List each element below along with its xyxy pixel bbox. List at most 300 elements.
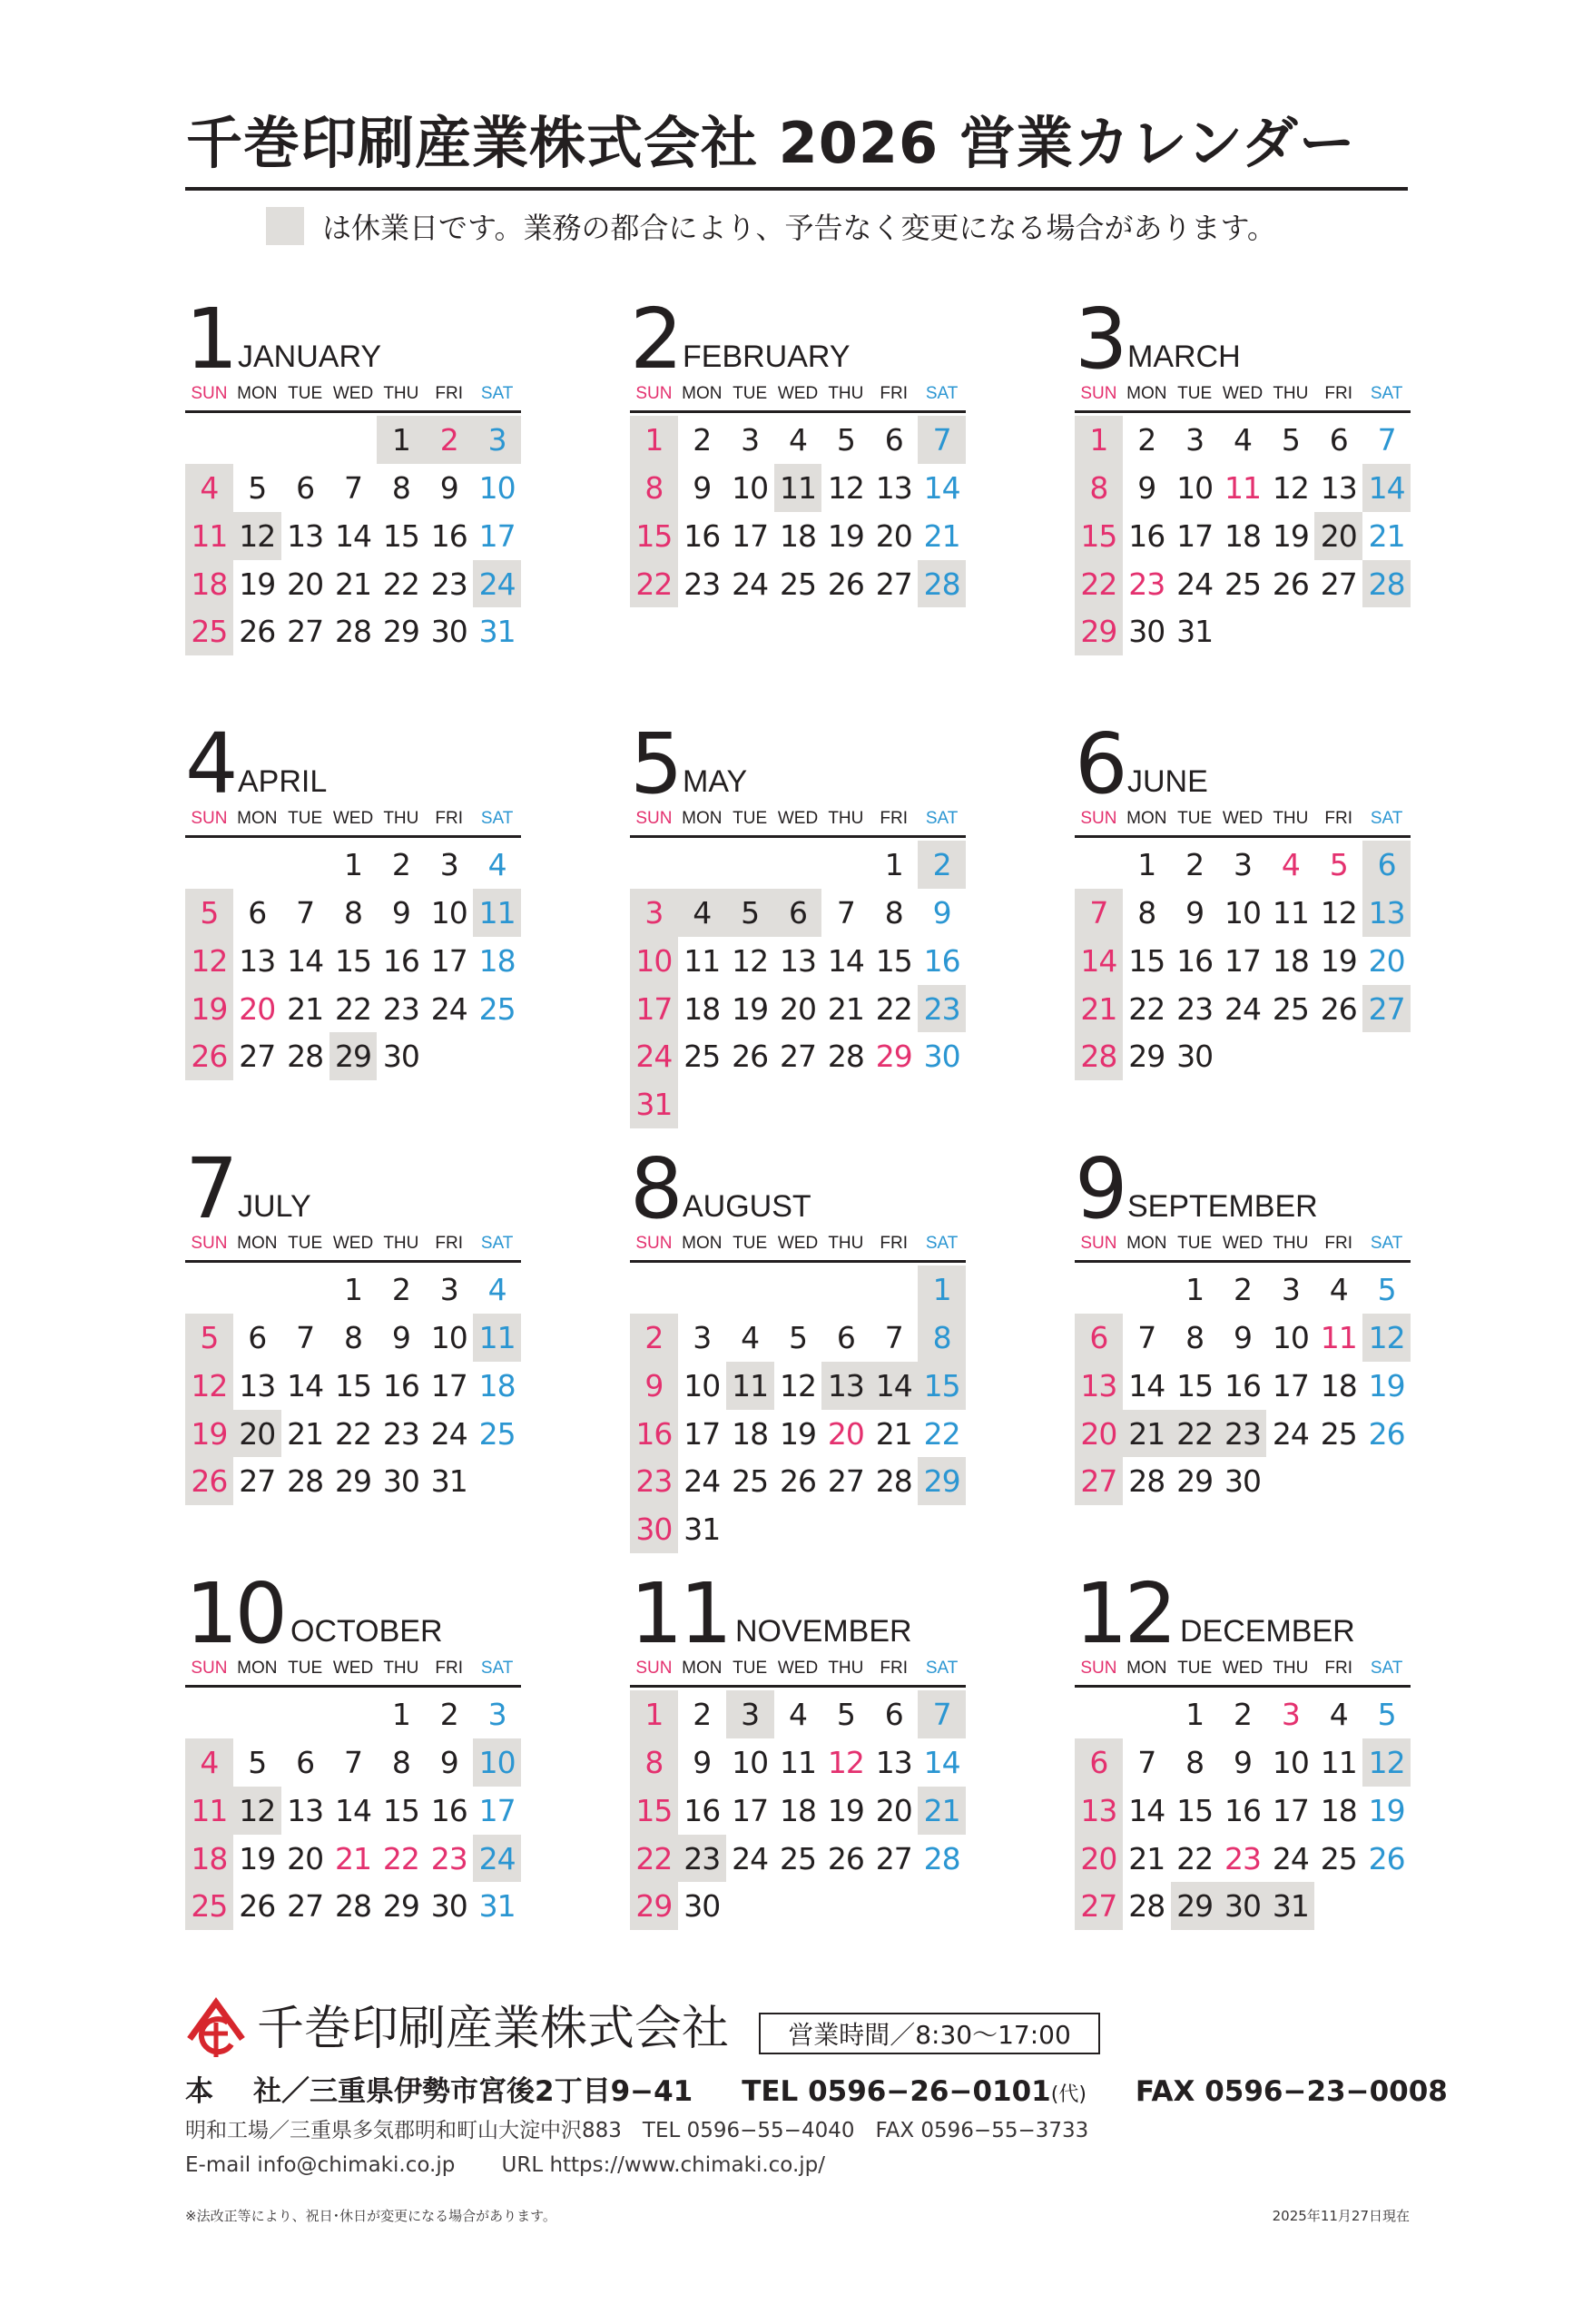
holiday-day-cell: 11 xyxy=(473,1314,521,1362)
weekday-label: MON xyxy=(237,1234,278,1253)
day-cell: 5 xyxy=(1329,846,1348,882)
weekday-label: THU xyxy=(1273,1659,1309,1678)
day-cell: 10 xyxy=(1272,1319,1309,1355)
empty-cell xyxy=(630,841,678,889)
day-cell: 24 xyxy=(732,1840,769,1876)
holiday-day-cell: 20 xyxy=(1075,1835,1123,1883)
holiday-day-cell: 23 xyxy=(630,1457,678,1505)
day-grid xyxy=(630,1265,966,1553)
day-cell: 5 xyxy=(248,1744,267,1780)
day-cell: 24 xyxy=(1272,1415,1309,1452)
day-cell: 13 xyxy=(239,1367,276,1403)
weekday-label: SAT xyxy=(925,809,959,828)
day-cell: 5 xyxy=(1281,421,1300,458)
day-cell: 18 xyxy=(683,990,721,1027)
day-cell: 4 xyxy=(1329,1271,1348,1307)
weekday-header xyxy=(185,378,521,413)
month-number: 1 xyxy=(185,290,235,388)
weekday-label: THU xyxy=(383,384,419,403)
day-cell: 24 xyxy=(1224,990,1261,1027)
weekday-label: TUE xyxy=(733,809,768,828)
day-cell: 20 xyxy=(875,517,912,554)
day-cell: 8 xyxy=(344,1319,362,1355)
holiday-day-cell: 28 xyxy=(1075,1032,1123,1080)
holiday-day-cell: 11 xyxy=(726,1362,774,1410)
weekday-label: WED xyxy=(777,384,819,403)
month-name: SEPTEMBER xyxy=(1127,1189,1318,1224)
day-cell: 17 xyxy=(1176,517,1214,554)
holiday-day-cell: 27 xyxy=(1362,985,1411,1033)
day-cell: 14 xyxy=(335,517,371,554)
weekday-label: THU xyxy=(383,809,419,828)
day-cell: 26 xyxy=(1368,1840,1405,1876)
day-cell: 15 xyxy=(335,942,371,979)
weekday-label: SUN xyxy=(635,384,673,403)
month-number: 3 xyxy=(1075,290,1125,388)
day-cell: 8 xyxy=(884,894,903,931)
day-cell: 28 xyxy=(923,1840,960,1876)
day-grid xyxy=(185,1265,521,1505)
day-cell: 6 xyxy=(296,1744,315,1780)
legend-text: は休業日です。業務の都合により、予告なく変更になる場合があります。 xyxy=(322,211,1276,245)
day-cell: 7 xyxy=(884,1319,903,1355)
weekday-header xyxy=(185,1227,521,1263)
day-grid xyxy=(185,416,521,655)
day-cell: 30 xyxy=(430,1888,467,1925)
day-cell: 22 xyxy=(875,990,912,1027)
weekday-label: WED xyxy=(1222,1234,1264,1253)
day-cell: 15 xyxy=(875,942,912,979)
day-cell: 12 xyxy=(1320,894,1357,931)
day-cell: 27 xyxy=(287,1888,324,1925)
weekday-label: SUN xyxy=(635,1234,673,1253)
holiday-day-cell: 16 xyxy=(630,1410,678,1458)
empty-cell xyxy=(774,841,822,889)
day-cell: 9 xyxy=(1137,469,1156,506)
day-cell: 3 xyxy=(741,421,760,458)
day-cell: 24 xyxy=(430,1415,467,1452)
url-link[interactable]: URL https://www.chimaki.co.jp/ xyxy=(501,2153,826,2177)
day-cell: 21 xyxy=(875,1415,912,1452)
weekday-label: THU xyxy=(828,809,864,828)
weekday-label: SUN xyxy=(191,1234,228,1253)
day-cell: 14 xyxy=(827,942,864,979)
day-cell: 16 xyxy=(1224,1367,1261,1403)
day-cell: 14 xyxy=(923,1744,960,1780)
day-cell: 7 xyxy=(1377,421,1396,458)
day-cell: 28 xyxy=(287,1039,324,1075)
weekday-label: FRI xyxy=(1324,1234,1353,1253)
day-cell: 1 xyxy=(1137,846,1156,882)
day-cell: 22 xyxy=(382,566,419,602)
holiday-day-cell: 29 xyxy=(1171,1882,1219,1930)
day-cell: 24 xyxy=(1176,566,1214,602)
day-cell: 25 xyxy=(732,1463,769,1500)
empty-cell xyxy=(774,1265,822,1314)
day-cell: 8 xyxy=(344,894,362,931)
day-cell: 21 xyxy=(1128,1840,1165,1876)
weekday-label: SAT xyxy=(480,809,514,828)
day-cell: 23 xyxy=(683,566,721,602)
day-cell: 3 xyxy=(487,1696,506,1732)
month-number: 5 xyxy=(630,715,680,812)
day-cell: 27 xyxy=(1320,566,1357,602)
month-number: 7 xyxy=(185,1140,235,1237)
holiday-day-cell: 8 xyxy=(918,1314,966,1362)
empty-cell xyxy=(233,1265,281,1314)
day-cell: 17 xyxy=(430,1367,467,1403)
holiday-day-cell: 5 xyxy=(185,1314,233,1362)
day-cell: 8 xyxy=(391,1744,410,1780)
day-cell: 28 xyxy=(335,614,371,650)
day-cell: 10 xyxy=(1224,894,1261,931)
day-cell: 26 xyxy=(780,1463,816,1500)
holiday-day-cell: 7 xyxy=(1075,889,1123,937)
holiday-day-cell: 20 xyxy=(233,1410,281,1458)
day-cell: 12 xyxy=(732,942,769,979)
weekday-label: TUE xyxy=(288,1659,323,1678)
day-cell: 3 xyxy=(439,846,458,882)
chimaki-logo-icon xyxy=(184,1997,248,2061)
day-cell: 19 xyxy=(1368,1792,1405,1828)
weekday-label: MON xyxy=(237,809,278,828)
weekday-label: TUE xyxy=(288,809,323,828)
month-name: NOVEMBER xyxy=(735,1614,912,1649)
day-grid xyxy=(1075,1690,1411,1930)
day-cell: 26 xyxy=(732,1039,769,1075)
day-cell: 26 xyxy=(827,1840,864,1876)
empty-cell xyxy=(185,841,233,889)
day-cell: 2 xyxy=(1234,1271,1252,1307)
weekday-label: FRI xyxy=(880,809,909,828)
hq-fax: FAX 0596−23−0008 xyxy=(1135,2075,1448,2108)
weekday-label: SUN xyxy=(191,809,228,828)
weekday-label: WED xyxy=(332,1234,374,1253)
day-cell: 6 xyxy=(248,894,267,931)
day-cell: 4 xyxy=(487,1271,506,1307)
day-cell: 23 xyxy=(1176,990,1214,1027)
day-cell: 23 xyxy=(1224,1840,1261,1876)
day-cell: 31 xyxy=(478,1888,516,1925)
hq-address: 社／三重県伊勢市宮後2丁目9−41 xyxy=(253,2075,693,2108)
day-cell: 16 xyxy=(382,1367,419,1403)
empty-cell xyxy=(185,1690,233,1738)
holiday-day-cell: 4 xyxy=(185,1738,233,1787)
hq-tel: TEL 0596−26−0101 xyxy=(742,2075,1051,2108)
day-cell: 3 xyxy=(1281,1271,1300,1307)
holiday-day-cell: 14 xyxy=(1075,937,1123,985)
day-cell: 20 xyxy=(827,1415,864,1452)
empty-cell xyxy=(821,1265,870,1314)
day-cell: 14 xyxy=(923,469,960,506)
day-cell: 26 xyxy=(827,566,864,602)
holiday-day-cell: 8 xyxy=(630,1738,678,1787)
weekday-label: WED xyxy=(332,384,374,403)
day-cell: 14 xyxy=(1128,1367,1165,1403)
factory-info: 明和工場／三重県多気郡明和町山大淀中沢883 TEL 0596−55−4040 FAX 0596−55−3733 xyxy=(185,2119,1089,2142)
day-cell: 27 xyxy=(780,1039,816,1075)
day-cell: 7 xyxy=(344,1744,362,1780)
weekday-label: MON xyxy=(682,809,723,828)
day-cell: 17 xyxy=(732,1792,769,1828)
day-cell: 24 xyxy=(430,990,467,1027)
day-cell: 1 xyxy=(344,1271,362,1307)
day-cell: 18 xyxy=(732,1415,769,1452)
day-cell: 20 xyxy=(287,1840,324,1876)
month-number: 9 xyxy=(1075,1140,1125,1237)
day-cell: 30 xyxy=(683,1888,721,1925)
weekday-label: SUN xyxy=(1080,384,1117,403)
empty-cell xyxy=(678,1265,726,1314)
holiday-day-cell: 3 xyxy=(630,889,678,937)
day-cell: 27 xyxy=(875,566,912,602)
holiday-day-cell: 14 xyxy=(870,1362,918,1410)
day-cell: 25 xyxy=(1320,1840,1357,1876)
weekday-label: FRI xyxy=(880,1234,909,1253)
weekday-label: TUE xyxy=(733,1659,768,1678)
day-cell: 23 xyxy=(430,566,467,602)
day-cell: 4 xyxy=(741,1319,760,1355)
holiday-day-cell: 1 xyxy=(630,1690,678,1738)
day-grid xyxy=(1075,841,1411,1080)
weekday-label: FRI xyxy=(1324,1659,1353,1678)
holiday-day-cell: 13 xyxy=(1075,1787,1123,1835)
weekday-label: FRI xyxy=(435,1659,464,1678)
weekday-label: TUE xyxy=(1177,809,1213,828)
day-cell: 11 xyxy=(683,942,721,979)
holiday-day-cell: 1 xyxy=(377,416,425,464)
holiday-day-cell: 11 xyxy=(774,464,822,512)
holiday-day-cell: 10 xyxy=(473,1738,521,1787)
weekday-label: WED xyxy=(332,1659,374,1678)
holiday-day-cell: 26 xyxy=(185,1457,233,1505)
day-cell: 17 xyxy=(430,942,467,979)
holiday-day-cell: 29 xyxy=(918,1457,966,1505)
holiday-day-cell: 24 xyxy=(473,1835,521,1883)
day-cell: 3 xyxy=(1281,1696,1300,1732)
weekday-label: SUN xyxy=(1080,1659,1117,1678)
day-cell: 4 xyxy=(1281,846,1300,882)
day-cell: 9 xyxy=(932,894,951,931)
empty-cell xyxy=(281,841,329,889)
day-cell: 14 xyxy=(1128,1792,1165,1828)
day-cell: 15 xyxy=(1128,942,1165,979)
day-cell: 4 xyxy=(789,421,807,458)
holiday-swatch xyxy=(266,207,304,245)
weekday-label: WED xyxy=(777,1659,819,1678)
day-cell: 31 xyxy=(1176,614,1214,650)
empty-cell xyxy=(1075,841,1123,889)
weekday-label: MON xyxy=(237,1659,278,1678)
day-grid xyxy=(630,416,966,607)
day-cell: 22 xyxy=(382,1840,419,1876)
weekday-label: MON xyxy=(682,1234,723,1253)
empty-cell xyxy=(678,841,726,889)
month-march xyxy=(1075,290,1411,655)
day-cell: 11 xyxy=(1320,1744,1357,1780)
day-cell: 25 xyxy=(478,990,516,1027)
day-cell: 16 xyxy=(683,517,721,554)
holiday-day-cell: 27 xyxy=(1075,1457,1123,1505)
day-cell: 6 xyxy=(296,469,315,506)
holiday-day-cell: 18 xyxy=(185,1835,233,1883)
holiday-day-cell: 18 xyxy=(185,560,233,608)
empty-cell xyxy=(233,1690,281,1738)
day-cell: 9 xyxy=(391,894,410,931)
weekday-header xyxy=(630,803,966,838)
weekday-label: WED xyxy=(1222,1659,1264,1678)
footnote: ※法改正等により、祝日･休日が変更になる場合があります。 xyxy=(185,2208,556,2224)
empty-cell xyxy=(185,416,233,464)
holiday-day-cell: 15 xyxy=(1075,512,1123,560)
day-cell: 9 xyxy=(693,1744,712,1780)
day-cell: 2 xyxy=(391,1271,410,1307)
day-cell: 5 xyxy=(1377,1696,1396,1732)
day-cell: 20 xyxy=(287,566,324,602)
day-cell: 27 xyxy=(239,1039,276,1075)
day-cell: 21 xyxy=(335,1840,371,1876)
day-cell: 8 xyxy=(1185,1744,1205,1780)
day-cell: 7 xyxy=(836,894,855,931)
day-cell: 26 xyxy=(239,614,276,650)
holiday-day-cell: 3 xyxy=(726,1690,774,1738)
empty-cell xyxy=(821,841,870,889)
day-cell: 11 xyxy=(780,1744,816,1780)
holiday-day-cell: 30 xyxy=(1219,1882,1267,1930)
day-cell: 1 xyxy=(884,846,903,882)
day-cell: 26 xyxy=(1272,566,1309,602)
day-cell: 17 xyxy=(1272,1792,1309,1828)
weekday-label: SUN xyxy=(191,384,228,403)
day-grid xyxy=(1075,1265,1411,1505)
holiday-day-cell: 13 xyxy=(1075,1362,1123,1410)
day-cell: 17 xyxy=(478,517,516,554)
weekday-label: TUE xyxy=(1177,1659,1213,1678)
weekday-label: MON xyxy=(682,1659,723,1678)
holiday-day-cell: 24 xyxy=(630,1032,678,1080)
holiday-day-cell: 11 xyxy=(185,512,233,560)
day-cell: 24 xyxy=(683,1463,721,1500)
day-cell: 28 xyxy=(1128,1463,1165,1500)
day-cell: 5 xyxy=(836,421,855,458)
day-cell: 17 xyxy=(478,1792,516,1828)
weekday-label: WED xyxy=(777,1234,819,1253)
weekday-label: SAT xyxy=(925,1659,959,1678)
weekday-label: THU xyxy=(828,1234,864,1253)
day-cell: 1 xyxy=(1185,1696,1205,1732)
day-cell: 29 xyxy=(1128,1039,1165,1075)
holiday-day-cell: 31 xyxy=(630,1080,678,1128)
holiday-day-cell: 22 xyxy=(630,1835,678,1883)
day-cell: 6 xyxy=(836,1319,855,1355)
day-cell: 25 xyxy=(780,566,816,602)
holiday-day-cell: 20 xyxy=(1075,1410,1123,1458)
day-cell: 2 xyxy=(693,1696,712,1732)
month-number: 12 xyxy=(1075,1565,1175,1662)
day-cell: 17 xyxy=(1272,1367,1309,1403)
day-cell: 24 xyxy=(732,566,769,602)
holiday-day-cell: 7 xyxy=(918,416,966,464)
weekday-label: WED xyxy=(1222,809,1264,828)
business-hours: 営業時間／8:30〜17:00 xyxy=(759,2013,1100,2054)
day-cell: 1 xyxy=(391,1696,410,1732)
day-cell: 16 xyxy=(923,942,960,979)
holiday-day-cell: 21 xyxy=(1123,1410,1171,1458)
empty-cell xyxy=(233,416,281,464)
day-cell: 21 xyxy=(1368,517,1405,554)
empty-cell xyxy=(630,1265,678,1314)
day-cell: 11 xyxy=(1224,469,1261,506)
day-cell: 19 xyxy=(239,1840,276,1876)
day-cell: 20 xyxy=(239,990,276,1027)
weekday-label: SUN xyxy=(1080,809,1117,828)
holiday-day-cell: 19 xyxy=(185,985,233,1033)
day-cell: 18 xyxy=(1320,1792,1357,1828)
day-cell: 18 xyxy=(1320,1367,1357,1403)
day-cell: 18 xyxy=(478,1367,516,1403)
day-cell: 13 xyxy=(239,942,276,979)
day-cell: 29 xyxy=(875,1039,912,1075)
holiday-day-cell: 30 xyxy=(630,1505,678,1553)
weekday-label: MON xyxy=(1126,809,1167,828)
day-cell: 2 xyxy=(439,1696,458,1732)
weekday-label: SAT xyxy=(480,1234,514,1253)
holiday-day-cell: 3 xyxy=(473,416,521,464)
day-cell: 28 xyxy=(287,1463,324,1500)
weekday-header xyxy=(1075,803,1411,838)
month-november xyxy=(630,1565,966,1930)
holiday-day-cell: 27 xyxy=(1075,1882,1123,1930)
holiday-day-cell: 11 xyxy=(473,889,521,937)
month-name: APRIL xyxy=(238,764,328,799)
day-cell: 30 xyxy=(1176,1039,1214,1075)
day-cell: 22 xyxy=(335,1415,371,1452)
holiday-day-cell: 26 xyxy=(185,1032,233,1080)
empty-cell xyxy=(870,1265,918,1314)
day-cell: 18 xyxy=(780,1792,816,1828)
day-grid xyxy=(185,1690,521,1930)
weekday-label: FRI xyxy=(880,1659,909,1678)
day-cell: 10 xyxy=(430,894,467,931)
holiday-day-cell: 6 xyxy=(774,889,822,937)
weekday-label: TUE xyxy=(733,384,768,403)
weekday-label: MON xyxy=(237,384,278,403)
empty-cell xyxy=(1123,1690,1171,1738)
month-number: 6 xyxy=(1075,715,1125,812)
holiday-day-cell: 22 xyxy=(630,560,678,608)
holiday-day-cell: 28 xyxy=(1362,560,1411,608)
weekday-label: WED xyxy=(1222,384,1264,403)
day-cell: 13 xyxy=(780,942,816,979)
day-cell: 9 xyxy=(391,1319,410,1355)
empty-cell xyxy=(185,1265,233,1314)
day-cell: 5 xyxy=(836,1696,855,1732)
month-june xyxy=(1075,715,1411,1080)
day-cell: 11 xyxy=(1272,894,1309,931)
weekday-label: MON xyxy=(1126,384,1167,403)
day-cell: 10 xyxy=(1272,1744,1309,1780)
day-cell: 28 xyxy=(1128,1888,1165,1925)
holiday-day-cell: 13 xyxy=(821,1362,870,1410)
day-cell: 5 xyxy=(1377,1271,1396,1307)
holiday-day-cell: 23 xyxy=(678,1835,726,1883)
weekday-label: THU xyxy=(1273,809,1309,828)
day-cell: 22 xyxy=(335,990,371,1027)
day-cell: 31 xyxy=(430,1463,467,1500)
email-link[interactable]: E-mail info@chimaki.co.jp xyxy=(185,2153,456,2177)
day-cell: 6 xyxy=(248,1319,267,1355)
holiday-day-cell: 4 xyxy=(678,889,726,937)
